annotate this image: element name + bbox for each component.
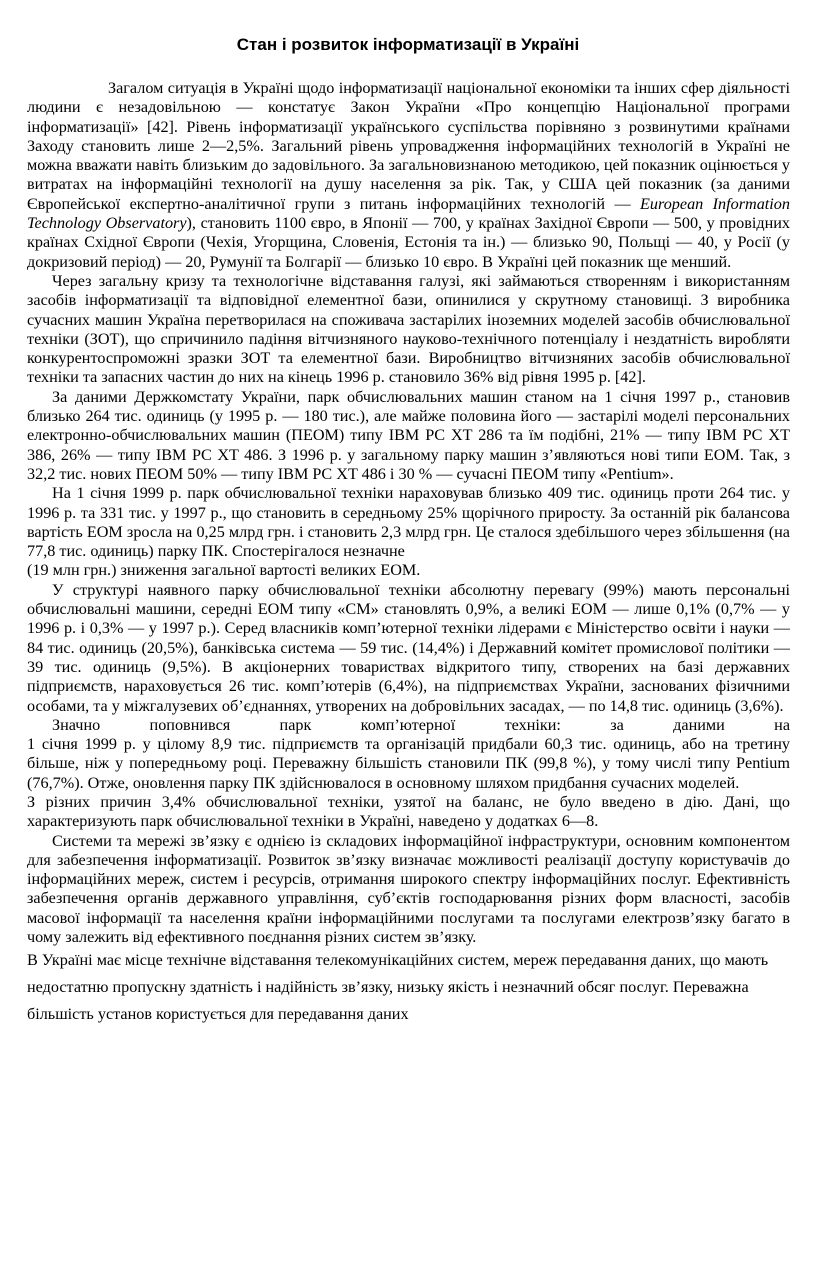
paragraph-5: (19 млн грн.) зниження загальної вартості великих ЕОМ. [27, 561, 421, 580]
document-body [27, 79, 790, 1028]
paragraph-9: З різних причин 3,4% обчислювальної техніки, узятої на баланс, не було введено в дію. Дані, що характеризують парк обчислювальної техніки в Україні, наведено у додатках 6—8. [27, 792, 790, 831]
paragraph-11: В Україні має місце технічне відставання телекомунікаційних систем, мереж передавання даних, що мають недостатню пропускну здатність і надійність зв’язку, низьку якість і незначний обсяг послуг. Переважна більшість установ користується для передавання даних [27, 951, 769, 1024]
paragraph-8: 1 січня 1999 р. у цілому 8,9 тис. підприємств та організацій придбали 60,3 тис. одиниць, або на третину більше, ніж у попередньому році. Переважну більшість становили ПК (99,8 %), у тому числі типу Pentium (76,7%). Отже, оновлення парку ПК здійснювалося в основному шляхом придбання сучасних моделей. [27, 735, 790, 792]
paragraph-6: У структурі наявного парку обчислювальної техніки абсолютну перевагу (99%) мають персональні обчислювальні машини, середні ЕОМ типу «СМ» становлять 0,9%, а великі ЕОМ — лише 0,1% (0,7% — у 1996 р. і 0,3% — у 1997 р.). Серед власників комп’ютерної техніки лідерами є Міністерство освіти і науки — 84 тис. одиниць (20,5%), банківська система — 59 тис. (14,4%) і Державний комітет промислової політики — 39 тис. одиниць (9,5%). В акціонерних товариствах відкритого типу, створених на базі державних підприємств, нараховується 26 тис. комп’ютерів (6,4%), на підприємствах України, заснованих фізичними особами, та у міжгалузевих об’єднаннях, утворених на добровільних засадах, — по 14,8 тис. одиниць (3,6%). [27, 580, 790, 715]
paragraph-7: Значно поповнився парк комп’ютерної техніки: за даними на [52, 715, 790, 734]
paragraph-4: На 1 січня 1999 р. парк обчислювальної техніки нараховував близько 409 тис. одиниць проти 264 тис. у 1996 р. та 331 тис. у 1997 р., що становить в середньому 25% щорічного приросту. За останній рік балансова вартість ЕОМ зросла на 0,25 млрд грн. і становить 2,3 млрд грн. Це сталося здебільшого через збільшення (на 77,8 тис. одиниць) парку ПК. Спостерігалося незначне [27, 484, 790, 561]
paragraph-3: За даними Держкомстату України, парк обчислювальних машин станом на 1 січня 1997 р., становив близько 264 тис. одиниць (у 1995 р. — 180 тис.), але майже половина його — застарілі моделі персональних електронно-обчислювальних машин (ПЕОМ) типу IBM PC XT 286 та їм подібні, 21% — типу IBM PC XT 386, 26% — типу IBM PC XT 486. З 1996 р. у загальному парку машин з’являються нові типи ЕОМ. Так, з 32,2 тис. нових ПЕОМ 50% — типу IBM PC XT 486 і 30 % — сучасні ПЕОМ типу «Pentium». [27, 387, 790, 483]
paragraph-1-start: Загалом ситуація в Україні щодо інформатизації національної економіки та інших сфер діяльності людини є незадовільною — констатує Закон України «Про концепцію Національної програми інформатизації» [42]. Рівень інформатизації українського суспільства порівняно з розвинутими країнами Заходу становить лише 2—2,5%. Загальний рівень упровадження інформаційних технологій в Україні не можна вважати навіть близьким до задовільного. За загальновизнаною методикою, цей показник оцінюється у витратах на інформаційні технології на душу населення за рік. Так, у США цей показник (за даними Європейської експертно-аналітичної групи з питань інформаційних технологій — [27, 79, 790, 213]
paragraph-1 [27, 79, 790, 272]
paragraph-2: Через загальну кризу та технологічне відставання галузі, які займаються створенням і використанням засобів інформатизації та відповідної елементної бази, опинилися у скрутному становищі. З виробника сучасних машин Україна перетворилася на споживача застарілих іноземних моделей засобів обчислювальної техніки (ЗОТ), що спричинило падіння вітчизняного науково-технічного потенціалу і нездатність виробляти конкурентоспроможні зразки ЗОТ та елементної бази. Виробництво вітчизняних засобів обчислювальної техніки та запасних частин до них на кінець 1996 р. становило 36% від рівня 1995 р. [42]. [27, 271, 790, 387]
page-title: Стан і розвиток інформатизації в Україні [236, 35, 580, 54]
paragraph-10: Системи та мережі зв’язку є однією із складових інформаційної інфраструктури, основним компонентом для забезпечення інформатизації. Розвиток зв’язку визначає можливості реалізації доступу користувачів до інформаційних мереж, систем і ресурсів, отримання широкого спектру інформаційних послуг. Ефективність забезпечення органів державного управління, суб’єктів господарювання різних форм власності, засобів масової інформації та населення країни інформаційними послугами та послугами електрозв’язку багато в чому залежить від ефективного поєднання різних систем зв’язку. [27, 831, 790, 947]
paragraph-1-italic: European Information Technology Observatory [27, 194, 790, 233]
paragraph-1-end: ), становить 1100 євро, в Японії — 700, у країнах Західної Європи — 500, у провідних країнах Східної Європи (Чехія, Угорщина, Словенія, Естонія та ін.) — близько 90, Польщі — 40, у Росії (у докризовий період) — 20, Румунії та Болгарії — близько 10 євро. В Україні цей показник ще менший. [27, 214, 790, 271]
